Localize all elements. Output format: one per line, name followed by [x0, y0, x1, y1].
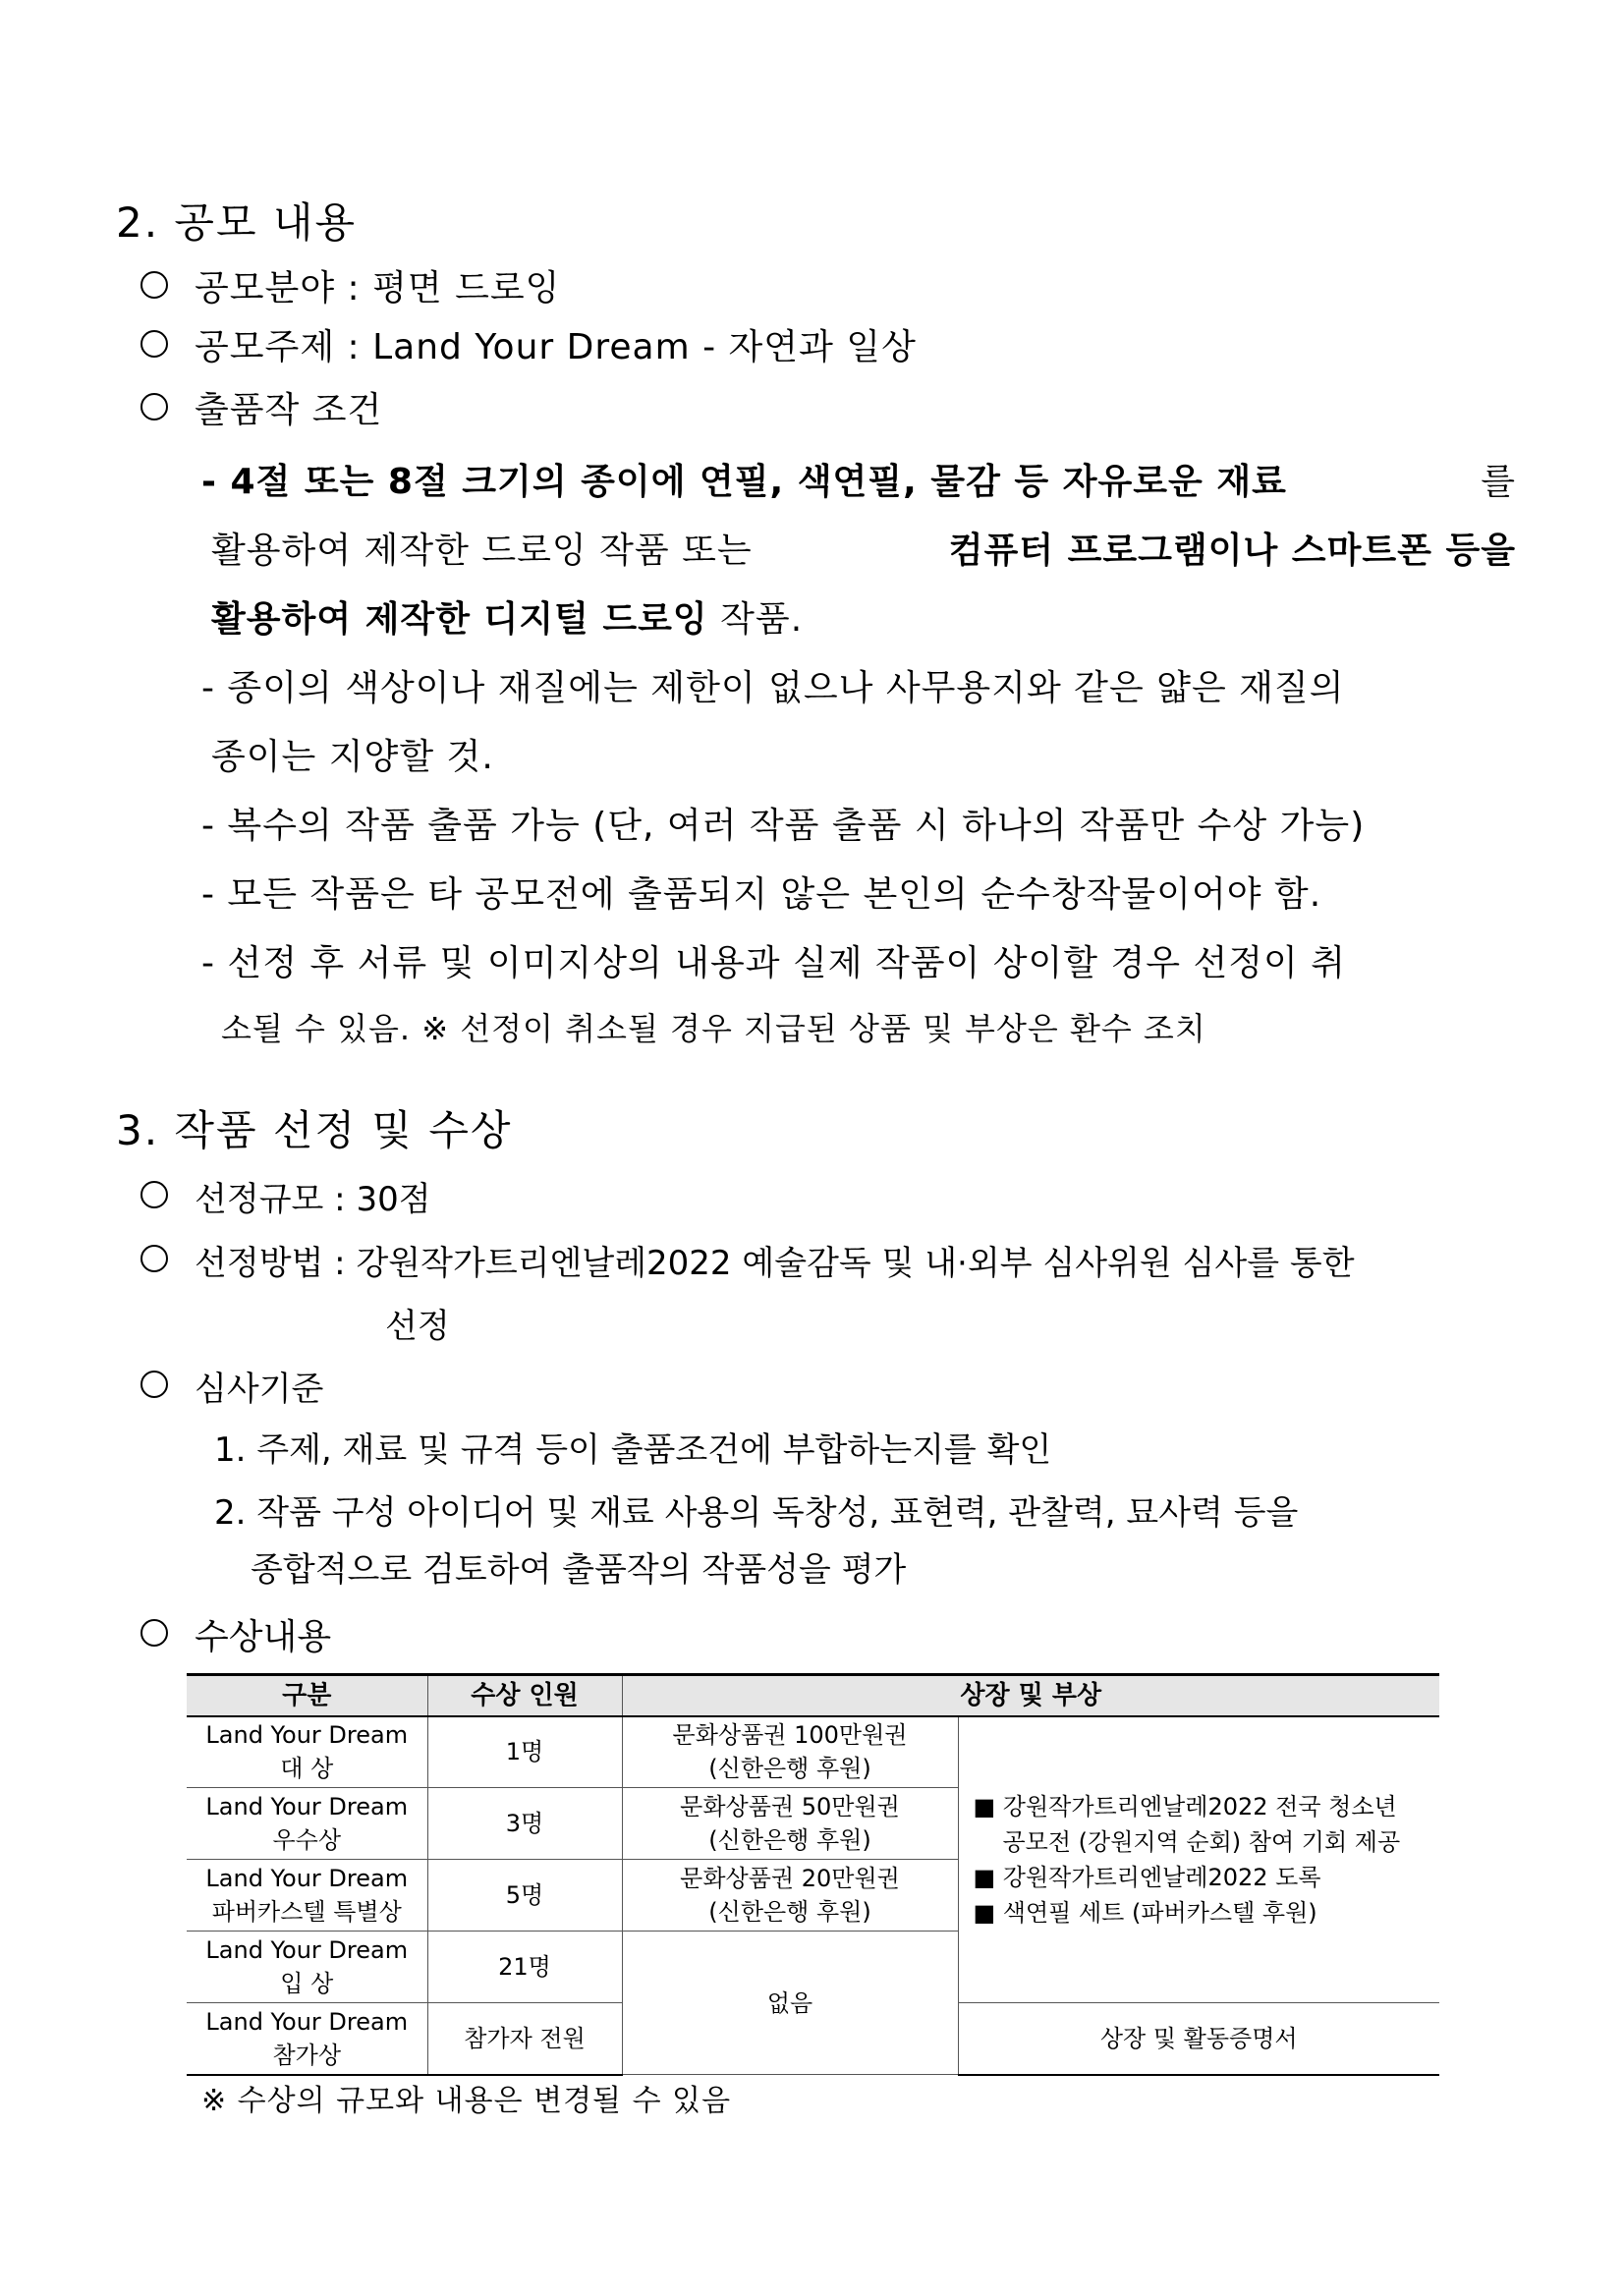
condition-1-bold-text: - 4절 또는 8절 크기의 종이에 연필, 색연필, 물감 등 자유로운 재료 [201, 462, 1287, 502]
category-name: Land Your Dream [205, 2007, 409, 2036]
circle-bullet-icon [140, 271, 168, 299]
count-cell: 1명 [427, 1716, 622, 1788]
category-name: Land Your Dream [205, 1793, 409, 1820]
condition-5-line-1: - 선정 후 서류 및 이미지상의 내용과 실제 작품이 상이할 경우 선정이 취 [201, 943, 1347, 983]
circle-bullet-icon [140, 1181, 168, 1208]
section-2-title: 2. 공모 내용 [116, 198, 358, 247]
condition-1-line-3-tail: 작품. [720, 599, 804, 640]
header-count: 수상 인원 [427, 1675, 622, 1716]
prize-text: 문화상품권 100만원권 [672, 1721, 908, 1750]
prize-sponsor: (신한은행 후원) [708, 1826, 871, 1854]
condition-1-line-2 [211, 523, 1516, 573]
category-award: 대 상 [280, 1755, 334, 1783]
benefit-line: ■ 강원작가트리엔날레2022 전국 청소년 [973, 1792, 1397, 1820]
condition-2-line-1: - 종이의 색상이나 재질에는 제한이 없으나 사무용지와 같은 얇은 재질의 [201, 668, 1345, 708]
selection-method-line-1: 선정방법 : 강원작가트리엔날레2022 예술감독 및 내·외부 심사위원 심사를 통한 [195, 1244, 1355, 1283]
circle-bullet-icon [140, 1619, 168, 1647]
condition-3: - 복수의 작품 출품 가능 (단, 여러 작품 출품 시 하나의 작품만 수상 가능) [201, 806, 1366, 846]
condition-1-line-2-text: 활용하여 제작한 드로잉 작품 또는 [211, 531, 753, 571]
benefit-line: ■ 색연필 세트 (파버카스텔 후원) [973, 1898, 1317, 1927]
selection-method-line-2: 선정 [385, 1307, 450, 1346]
circle-bullet-icon [140, 1245, 168, 1272]
benefit-line: 공모전 (강원지역 순회) 참여 기회 제공 [1002, 1827, 1401, 1856]
prize-cell [622, 1716, 958, 1788]
table-header-row [187, 1675, 1439, 1716]
category-award: 파버카스텔 특별상 [211, 1898, 402, 1926]
condition-5-line-2: 소될 수 있음. ※ 선정이 취소될 경우 지급된 상품 및 부상은 환수 조치 [221, 1010, 1206, 1047]
header-prize: 상장 및 부상 [622, 1675, 1439, 1716]
count-cell: 참가자 전원 [427, 2003, 622, 2075]
condition-1-line-1 [201, 454, 1516, 504]
condition-1-line-2-bold: 컴퓨터 프로그램이나 스마트폰 등을 [948, 531, 1516, 571]
section-3-title: 3. 작품 선정 및 수상 [116, 1106, 513, 1154]
awards-note: ※ 수상의 규모와 내용은 변경될 수 있음 [201, 2084, 732, 2118]
circle-bullet-icon [140, 1371, 168, 1398]
certificate-cell: 상장 및 활동증명서 [958, 2003, 1439, 2075]
category-name: Land Your Dream [205, 1865, 409, 1892]
prize-cell [622, 1860, 958, 1932]
theme-item: 공모주제 : Land Your Dream - 자연과 일상 [195, 327, 917, 367]
conditions-title: 출품작 조건 [195, 390, 383, 430]
selection-scale: 선정규모 : 30점 [195, 1180, 431, 1219]
table-row [187, 1716, 1439, 1788]
condition-1-line-3-bold: 활용하여 제작한 디지털 드로잉 [211, 599, 708, 640]
condition-1-line-3 [211, 591, 803, 642]
awards-title: 수상내용 [195, 1617, 332, 1657]
prize-sponsor: (신한은행 후원) [708, 1898, 871, 1926]
criteria-1: 1. 주제, 재료 및 규격 등이 출품조건에 부합하는지를 확인 [214, 1430, 1052, 1470]
category-award: 참가상 [272, 2041, 342, 2069]
circle-bullet-icon [140, 393, 168, 420]
category-cell [187, 2003, 427, 2075]
category-award: 우수상 [272, 1826, 342, 1854]
category-award: 입 상 [280, 1970, 334, 1997]
category-cell [187, 1860, 427, 1932]
condition-2-line-2: 종이는 지양할 것. [211, 737, 494, 777]
header-category: 구분 [187, 1675, 427, 1716]
prize-cell [622, 1788, 958, 1860]
condition-1-tail: 를 [1481, 462, 1516, 502]
criteria-2-line-1: 2. 작품 구성 아이디어 및 재료 사용의 독창성, 표현력, 관찰력, 묘사력 등을 [214, 1493, 1299, 1533]
criteria-title: 심사기준 [195, 1370, 324, 1409]
benefit-line: ■ 강원작가트리엔날레2022 도록 [973, 1863, 1321, 1891]
condition-4: - 모든 작품은 타 공모전에 출품되지 않은 본인의 순수창작물이어야 함. [201, 874, 1322, 915]
category-cell [187, 1788, 427, 1860]
category-name: Land Your Dream [205, 1721, 409, 1750]
benefits-cell [958, 1716, 1439, 2003]
count-cell: 21명 [427, 1932, 622, 2003]
field-item: 공모분야 : 평면 드로잉 [195, 268, 561, 308]
criteria-2-line-2: 종합적으로 검토하여 출품작의 작품성을 평가 [251, 1550, 907, 1590]
awards-table [187, 1673, 1439, 2076]
count-cell: 3명 [427, 1788, 622, 1860]
prize-text: 문화상품권 20만원권 [680, 1865, 900, 1892]
count-cell: 5명 [427, 1860, 622, 1932]
prize-sponsor: (신한은행 후원) [708, 1755, 871, 1783]
category-cell [187, 1932, 427, 2003]
category-cell [187, 1716, 427, 1788]
circle-bullet-icon [140, 330, 168, 358]
prize-text: 문화상품권 50만원권 [680, 1793, 900, 1820]
none-cell: 없음 [622, 1932, 958, 2075]
category-name: Land Your Dream [205, 1936, 409, 1964]
